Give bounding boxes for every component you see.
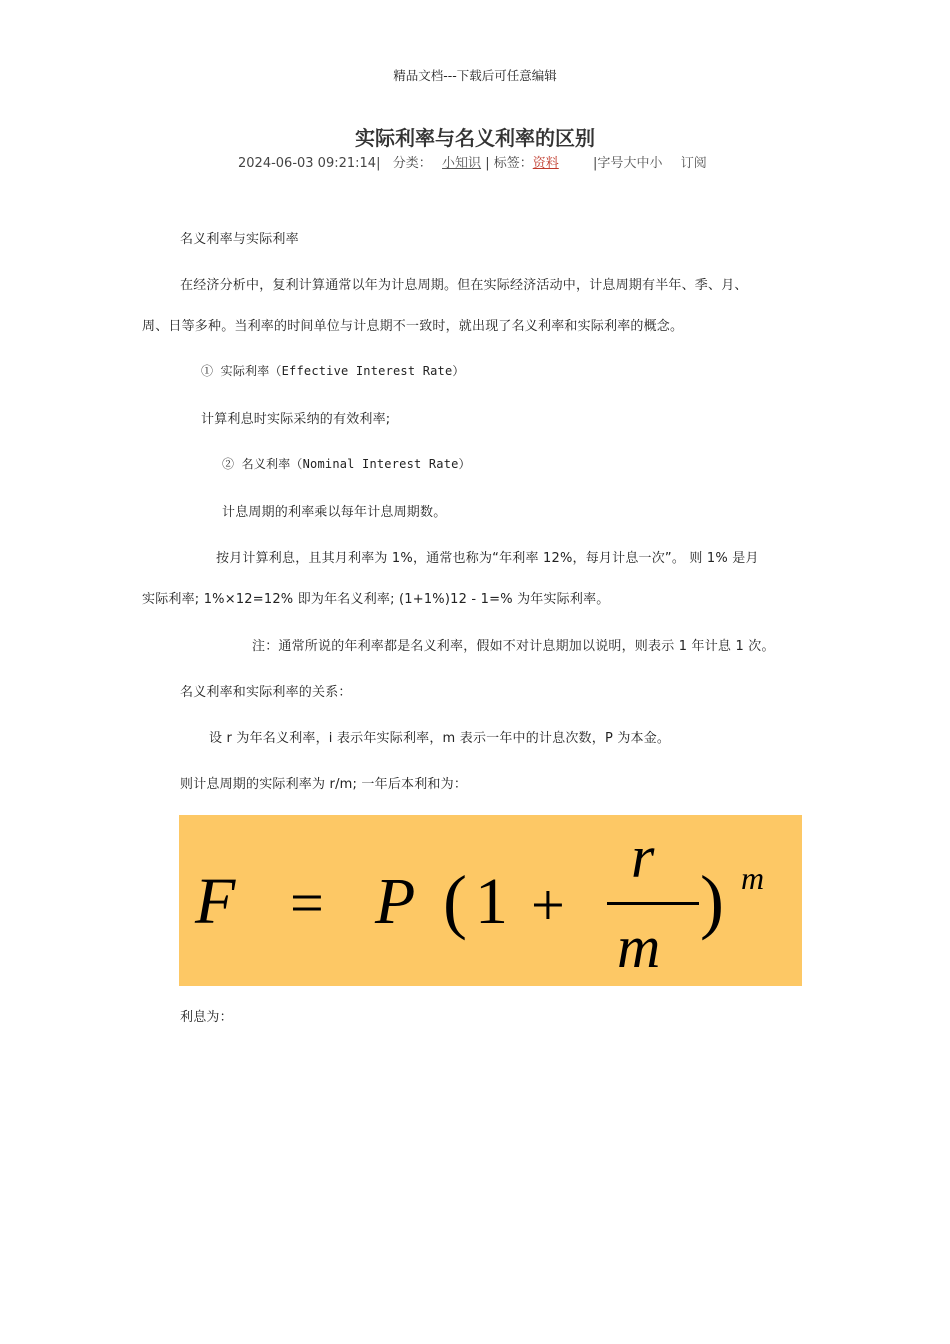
tag-link[interactable]: 资料 [532,156,559,171]
paragraph: 名义利率和实际利率的关系： [180,685,352,700]
paragraph: ② 名义利率（Nominal Interest Rate） [222,457,471,471]
formula-principal: P [375,865,416,938]
formula-equals: = [290,870,324,936]
post-datetime: 2024-06-03 09:21:14 [238,156,377,171]
formula-svg [179,815,802,986]
font-size-label: |字号 [593,156,624,171]
font-size-small-button[interactable]: 小 [649,156,663,171]
paragraph: 设 r 为年名义利率，i 表示年实际利率，m 表示一年中的计息次数，P 为本金。 [209,731,671,746]
paragraph: 实际利率; 1%×12=12% 即为年名义利率; (1+1%)12 - 1=% 为年实际利率。 [142,592,610,607]
paragraph: ① 实际利率（Effective Interest Rate） [201,364,465,378]
note-paragraph: 注：通常所说的年利率都是名义利率，假如不对计息期加以说明，则表示 1 年计息 1 次。 [252,639,775,654]
formula-image [179,815,802,986]
formula-exponent: m [741,860,765,896]
paragraph: 周、日等多种。当利率的时间单位与计息期不一致时，就出现了名义利率和实际利率的概念。 [142,319,684,334]
category-link[interactable]: 小知识 [442,156,482,171]
formula-close-paren: ) [700,861,724,941]
paragraph: 在经济分析中，复利计算通常以年为计息周期。但在实际经济活动中，计息周期有半年、季、月、 [180,278,748,293]
font-size-large-button[interactable]: 大 [623,156,637,171]
formula-numerator: r [631,824,655,890]
subscribe-link[interactable]: 订阅 [680,156,707,171]
paragraph: 计算利息时实际采纳的有效利率; [201,412,391,427]
font-size-medium-button[interactable]: 中 [636,156,650,171]
formula-plus: + [531,872,565,938]
paragraph: 则计息周期的实际利率为 r/m; 一年后本利和为： [180,777,468,792]
formula-open-paren: ( [443,861,467,941]
page-title: 实际利率与名义利率的区别 [355,126,595,150]
meta-separator: | [376,156,381,171]
formula-lhs: F [195,865,236,938]
article-meta [238,152,707,171]
formula-one: 1 [475,865,508,938]
paragraph: 按月计算利息，且其月利率为 1%，通常也称为“年利率 12%，每月计息一次”。 则 1% 是月 [216,551,759,566]
paragraph: 计息周期的利率乘以每年计息周期数。 [222,505,447,520]
paragraph: 名义利率与实际利率 [180,232,299,247]
tags-label: 标签： [493,156,533,171]
formula-fraction-bar [607,902,699,905]
paragraph: 利息为： [180,1010,233,1025]
header-note: 精品文档---下载后可任意编辑 [393,68,557,83]
category-label: 分类： [392,156,432,171]
formula-denominator: m [617,914,661,980]
meta-separator: | [485,156,490,171]
